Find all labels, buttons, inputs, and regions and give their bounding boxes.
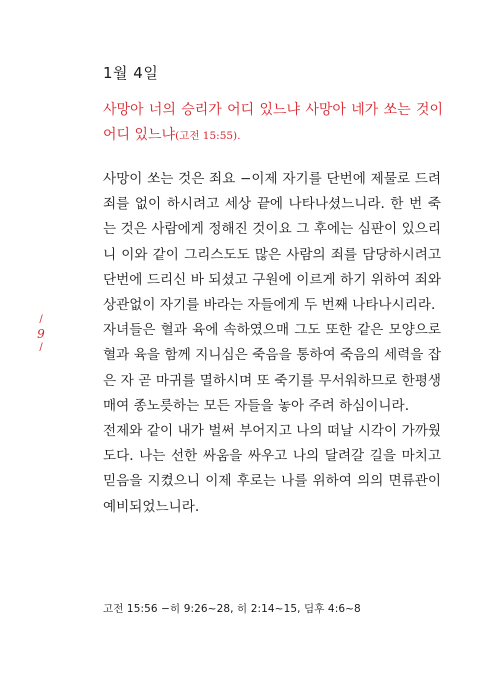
verse-reference: (고전 15:55). [175,130,241,142]
body-paragraph: 전제와 같이 내가 벌써 부어지고 나의 떠날 시각이 가까웠도다. 나는 선한 싸움을 싸우고 나의 달려갈 길을 마치고 믿음을 지켰으니 이제 후로는 나를 위하여 의의 면류관이 예비되었느니라. [103,423,441,515]
body-paragraph: 사망이 쏘는 것은 죄요 −이제 자기를 단번에 제물로 드려 죄를 없이 하시려고 세상 끝에 나타나셨느니라. 한 번 죽는 것은 사람에게 정해진 것이요 그 후에는 심판이 있으리니 이와 같이 그리스도도 많은 사람의 죄를 담당하시려고 단번에 드리신 바 되셨고 구원에 이르게 하기 위하여 죄와 상관없이 자기를 바라는 자들에게 두 번째 나타나시리라. [103,171,441,314]
devotional-body [103,167,441,520]
verse-text: 사망아 너의 승리가 어디 있느냐 사망아 네가 쏘는 것이 어디 있느냐 [103,102,443,143]
page-date: 1월 4일 [103,64,159,82]
page-number-value: 9 [37,327,45,341]
scripture-references: 고전 15:56 −히 9:26~28, 히 2:14~15, 딤후 4:6~8 [103,603,361,615]
key-verse [103,98,443,149]
page-number-slash-top: / [39,314,43,325]
page-number-slash-bottom: / [39,342,43,353]
body-paragraph: 자녀들은 혈과 육에 속하였으매 그도 또한 같은 모양으로 혈과 육을 함께 지니심은 죽음을 통하여 죽음의 세력을 잡은 자 곧 마귀를 멸하시며 또 죽기를 무서워하므로 한평생 매여 종노릇하는 모든 자들을 놓아 주려 하심이니라. [103,322,441,414]
page-number [31,314,51,354]
